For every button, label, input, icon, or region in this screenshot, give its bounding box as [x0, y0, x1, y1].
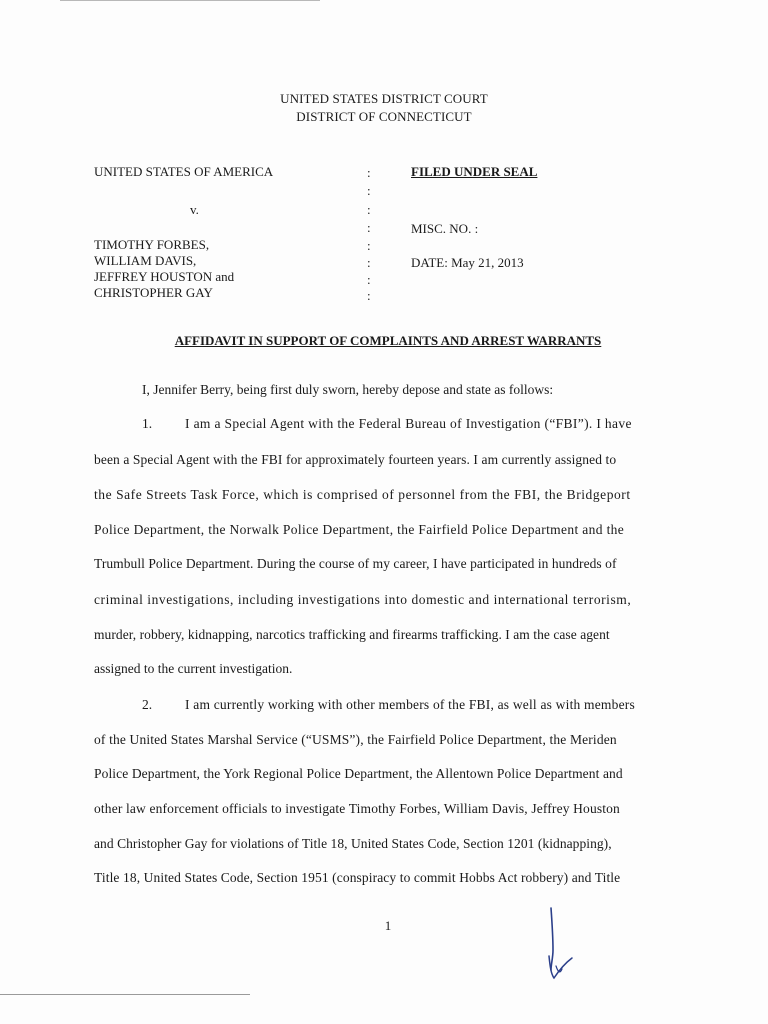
paragraph-line: assigned to the current investigation.	[94, 661, 293, 676]
page-number: 1	[384, 918, 392, 933]
scan-edge-top	[60, 0, 320, 1]
caption-separator: :	[367, 220, 371, 235]
caption-separator: :	[367, 202, 371, 217]
paragraph-line: been a Special Agent with the FBI for approximately fourteen years. I am currently assigned to	[94, 452, 617, 467]
initials-signature	[536, 906, 586, 986]
paragraph-line: and Christopher Gay for violations of Title 18, United States Code, Section 1201 (kidnapping),	[94, 836, 612, 851]
paragraph-line: I am a Special Agent with the Federal Bureau of Investigation (“FBI”). I have	[185, 416, 632, 431]
caption-defendant: CHRISTOPHER GAY	[94, 285, 213, 300]
caption-separator: :	[367, 288, 371, 303]
affidavit-title: AFFIDAVIT IN SUPPORT OF COMPLAINTS AND ARREST WARRANTS	[174, 333, 602, 348]
paragraph-line: other law enforcement officials to investigate Timothy Forbes, William Davis, Jeffrey Houston	[94, 801, 620, 816]
caption-defendant: TIMOTHY FORBES,	[94, 237, 210, 252]
caption-separator: :	[367, 272, 371, 287]
caption-separator: :	[367, 255, 371, 270]
scan-edge-bottom	[0, 994, 250, 995]
paragraph-line: murder, robbery, kidnapping, narcotics trafficking and firearms trafficking. I am the case agent	[94, 627, 610, 642]
paragraph-line: of the United States Marshal Service (“USMS”), the Fairfield Police Department, the Meriden	[94, 732, 617, 747]
caption-versus: v.	[190, 202, 199, 217]
court-district: DISTRICT OF CONNECTICUT	[296, 109, 472, 124]
caption-plaintiff: UNITED STATES OF AMERICA	[94, 164, 274, 179]
filed-under-seal: FILED UNDER SEAL	[411, 164, 538, 179]
caption-separator: :	[367, 238, 371, 253]
paragraph-line: Title 18, United States Code, Section 1951 (conspiracy to commit Hobbs Act robbery) and Title	[94, 870, 621, 885]
caption-defendant: WILLIAM DAVIS,	[94, 253, 197, 268]
caption-defendant: JEFFREY HOUSTON and	[94, 269, 235, 284]
paragraph-line: Police Department, the York Regional Police Department, the Allentown Police Department and	[94, 766, 623, 781]
paragraph-line: I am currently working with other members of the FBI, as well as with members	[185, 697, 635, 712]
filing-date: DATE: May 21, 2013	[411, 255, 524, 270]
court-name: UNITED STATES DISTRICT COURT	[280, 91, 488, 106]
caption-separator: :	[367, 165, 371, 180]
paragraph-line: criminal investigations, including investigations into domestic and international terrorism,	[94, 592, 632, 607]
paragraph-line: Police Department, the Norwalk Police Department, the Fairfield Police Department and the	[94, 522, 625, 537]
paragraph-line: Trumbull Police Department. During the course of my career, I have participated in hundreds of	[94, 556, 617, 571]
caption-separator: :	[367, 183, 371, 198]
intro-statement: I, Jennifer Berry, being first duly sworn, hereby depose and state as follows:	[142, 382, 554, 397]
misc-number: MISC. NO. :	[411, 221, 479, 236]
paragraph-line: the Safe Streets Task Force, which is comprised of personnel from the FBI, the Bridgeport	[94, 487, 631, 502]
paragraph-number: 2.	[142, 697, 153, 712]
paragraph-number: 1.	[142, 416, 153, 431]
